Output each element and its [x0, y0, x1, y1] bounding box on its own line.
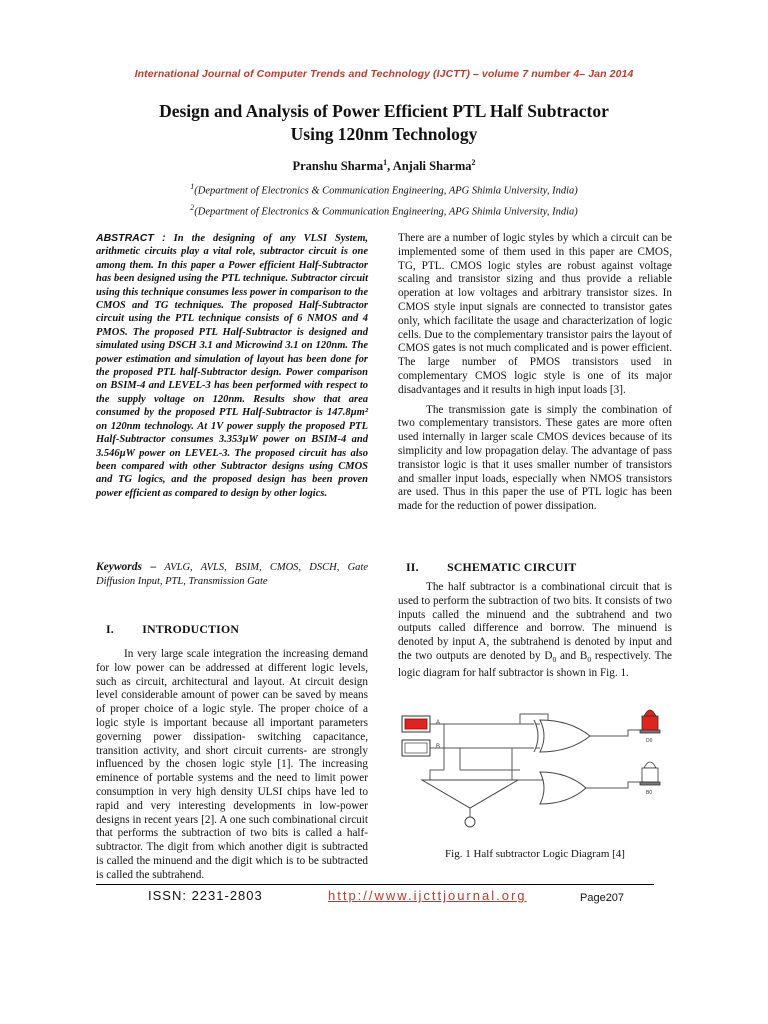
right-paragraph-1: There are a number of logic styles by which a circuit can be implemented some of them used in this paper are CMOS, TG, PTL. CMOS logic styles are robust against voltage scaling and transistor sizing and thus provide a reliable operation at low voltages and arbitrary transistor sizes. In CMOS style input signals are connected to transistor gates only, which facilitate the usage and characterization of logic cells. Due to the complementary transistor pairs the layout of CMOS gates is not much complicated and is power efficient. The large number of PMOS transistors used in complementary CMOS logic style is one of its major disadvantages and it results in high input loads [3]. — [398, 232, 672, 396]
inverter — [422, 780, 518, 827]
footer-url-link[interactable]: http://www.ijcttjournal.org — [328, 888, 527, 903]
keywords-lead: Keywords – — [96, 561, 157, 573]
author-separator: , — [387, 159, 393, 174]
keywords — [96, 560, 368, 589]
title-line-1: Design and Analysis of Power Efficient PTL Half Subtractor — [159, 101, 609, 121]
output-d-label: D0 — [646, 738, 653, 744]
author-2-sup: 2 — [471, 158, 476, 167]
schematic-text-b: and B — [556, 649, 588, 662]
half-subtractor-diagram — [400, 700, 672, 840]
journal-header: International Journal of Computer Trends and Technology (IJCTT) – volume 7 number 4– Jan 2014 — [134, 68, 634, 80]
schematic-text-c: respectively. The logic diagram for half subtractor is shown in Fig. 1. — [398, 649, 672, 680]
keywords-text: AVLG, AVLS, BSIM, CMOS, DSCH, Gate Diffusion Input, PTL, Transmission Gate — [96, 562, 369, 587]
input-b-label: B — [436, 744, 441, 750]
footer-page-number: Page207 — [580, 892, 625, 904]
xor-gate — [534, 720, 590, 752]
author-1-sup: 1 — [383, 158, 388, 167]
abstract — [96, 232, 368, 500]
affiliation-2 — [0, 203, 768, 218]
schematic-text-a: The half subtractor is a combinational circuit that is used to perform the subtraction of two bits. It consists of two inputs called the minuend and the subtrahend and two outputs called difference and borrow. The minuend is denoted by input A, the subtrahend is denoted by input and the two outputs are denoted by D — [398, 581, 672, 662]
or-gate — [540, 772, 586, 804]
abstract-text: In the designing of any VLSI System, arithmetic circuits play a vital role, subtractor circuit is one among them. In this paper a Power efficient Half-Subtractor has been designed using the PTL technique. Subtractor circuit using this technique consumes less power in comparison to the CMOS and TG techniques. The proposed Half-Subtractor circuit using the PTL technique consists of 6 NMOS and 4 PMOS. The proposed PTL Half-Subtractor is designed and simulated using DSCH 3.1 and Microwind 3.1 on 120nm. The power estimation and simulation of layout has been done for the proposed PTL half-Subtractor design. Power comparison on BSIM-4 and LEVEL-3 has been performed with respect to the supply voltage on 120nm. Results show that area consumed by the proposed PTL Half-Subtractor is 147.8µm² on 120nm technology. At 1V power supply the proposed PTL Half-Subtractor consumes 3.353µW power on BSIM-4 and 3.546µW power on LEVEL-3. The proposed circuit has also been compared with other Subtractor designs using CMOS and TG logics, and the proposed design has been proven power efficient as compared to design by other logics. — [96, 233, 368, 499]
paper-title — [60, 100, 708, 146]
input-a-label: A — [436, 720, 441, 726]
footer-issn: ISSN: 2231-2803 — [148, 888, 263, 903]
right-paragraph-2: The transmission gate is simply the combination of two complementary transistors. These gates are more often used internally in larger scale CMOS devices because of its simplicity and low propagation delay. The advantage of pass transistor logic is that it uses smaller number of transistors and smaller input loads, especially when NMOS transistors are used. Thus in this paper the use of PTL logic has been made for the reduction of power dissipation. — [398, 403, 672, 513]
authors — [0, 158, 768, 174]
author-1: Pranshu Sharma — [292, 159, 384, 174]
intro-text: In very large scale integration the increasing demand for low power can be addressed at different logic levels, such as circuit, architectural and layout. At circuit design level considerable amount of power can be saved by means of proper choice of a logic style. The proper choice of a logic style is important because all important parameters governing power dissipation- switching capacitance, transition activity, and short circuit currents- are strongly influenced by the chosen logic style [1]. The increasing eminence of portable systems and the need to limit power consumption in very high density ULSI chips have led to rapid and very interesting developments in low-power designs in recent years [2]. A one such combinational circuit that performs the subtraction of two bits is called a half-subtractor. The digit from which another digit is subtracted is called the minuend and the digit which is to be subtracted is called the subtrahend. — [96, 648, 368, 881]
figure-caption: Fig. 1 Half subtractor Logic Diagram [4] — [445, 848, 625, 860]
output-d-led — [640, 710, 660, 733]
affiliation-1 — [0, 182, 768, 197]
output-b-led — [640, 762, 660, 785]
schematic-text — [398, 581, 672, 681]
schematic-heading: II. SCHEMATIC CIRCUIT — [406, 560, 577, 574]
right-column-text — [398, 232, 672, 520]
affiliation-1-sup: 1 — [190, 182, 195, 191]
abstract-lead: ABSTRACT : — [96, 232, 166, 244]
intro-heading: I. INTRODUCTION — [106, 622, 240, 636]
output-b-label: B0 — [646, 790, 653, 796]
affiliation-2-sup: 2 — [190, 203, 195, 212]
schematic-sub-0: 0 — [552, 655, 557, 665]
title-line-2: Using 120nm Technology — [290, 124, 478, 144]
affiliation-2-text: (Department of Electronics & Communication Engineering, APG Shimla University, India) — [194, 206, 578, 218]
affiliation-1-text: (Department of Electronics & Communication Engineering, APG Shimla University, India) — [194, 185, 578, 197]
author-2: Anjali Sharma — [392, 159, 472, 174]
footer-divider — [96, 884, 654, 885]
schematic-sub-1: 0 — [587, 655, 592, 665]
